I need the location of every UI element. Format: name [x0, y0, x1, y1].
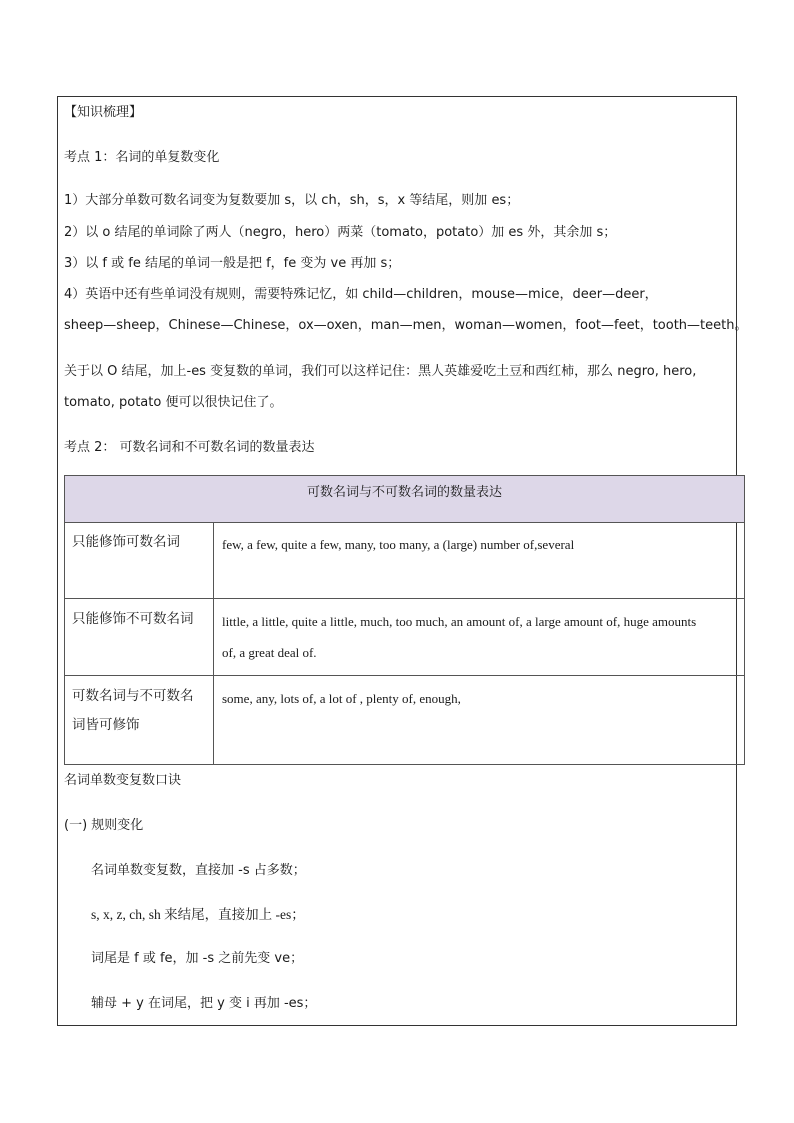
row-label-text: 只能修饰不可数名词: [72, 611, 194, 627]
table-row: [65, 522, 744, 599]
table-row: [65, 676, 744, 764]
section-title: 【知识梳理】: [64, 105, 143, 120]
row-content: [222, 683, 740, 714]
row-label: [65, 522, 214, 598]
row-content-text: some, any, lots of, a lot of , plenty of, enough,: [222, 691, 461, 706]
row-content: [222, 606, 740, 668]
table-header: 可数名词与不可数名词的数量表达: [65, 476, 744, 523]
mnemonic-line: s, x, z, ch, sh 来结尾，直接加上 -es；: [91, 907, 305, 922]
row-label: [65, 676, 214, 764]
rule-line: 3）以 f 或 fe 结尾的单词一般是把 f，fe 变为 ve 再加 s；: [64, 256, 401, 271]
row-label-text: 词皆可修饰: [72, 717, 140, 733]
tip-line: tomato, potato 便可以很快记住了。: [64, 395, 283, 410]
table-row: [65, 599, 744, 676]
mnemonic-line: 词尾是 f 或 fe，加 -s 之前先变 ve；: [91, 951, 304, 966]
row-content: [222, 529, 740, 560]
row-content-text: of, a great deal of.: [222, 645, 317, 660]
rule-line: 1）大部分单数可数名词变为复数要加 s，以 ch，sh，s，x 等结尾，则加 es；: [64, 193, 520, 208]
row-content-text: few, a few, quite a few, many, too many, a (large) number of,several: [222, 537, 575, 552]
point1-title: 考点 1：名词的单复数变化: [64, 150, 220, 165]
rule-line: 2）以 o 结尾的单词除了两人（negro，hero）两菜（tomato，potato）加 es 外，其余加 s；: [64, 225, 617, 240]
mnemonic-subtitle: (一) 规则变化: [64, 818, 144, 833]
mnemonic-line: 辅母 + y 在词尾，把 y 变 i 再加 -es；: [91, 996, 317, 1011]
quantity-table: [64, 475, 745, 765]
row-label: [65, 599, 214, 675]
tip-line: 关于以 O 结尾，加上-es 变复数的单词，我们可以这样记住：黑人英雄爱吃土豆和西红柿，那么 negro, hero,: [64, 364, 697, 379]
rule-line: 4）英语中还有些单词没有规则，需要特殊记忆，如 child—children，mouse—mice，deer—deer，: [64, 287, 658, 302]
row-label-text: 可数名词与不可数名: [72, 688, 194, 704]
point2-title: 考点 2： 可数名词和不可数名词的数量表达: [64, 440, 315, 455]
mnemonic-title: 名词单数变复数口诀: [64, 773, 182, 788]
rule-line: sheep—sheep，Chinese—Chinese，ox—oxen，man—men，woman—women，foot—feet，tooth—teeth。: [64, 318, 748, 333]
row-label-text: 只能修饰可数名词: [72, 534, 180, 550]
mnemonic-line: 名词单数变复数，直接加 -s 占多数；: [91, 863, 306, 878]
row-content-text: little, a little, quite a little, much, too much, an amount of, a large amount of, huge amounts: [222, 614, 697, 629]
